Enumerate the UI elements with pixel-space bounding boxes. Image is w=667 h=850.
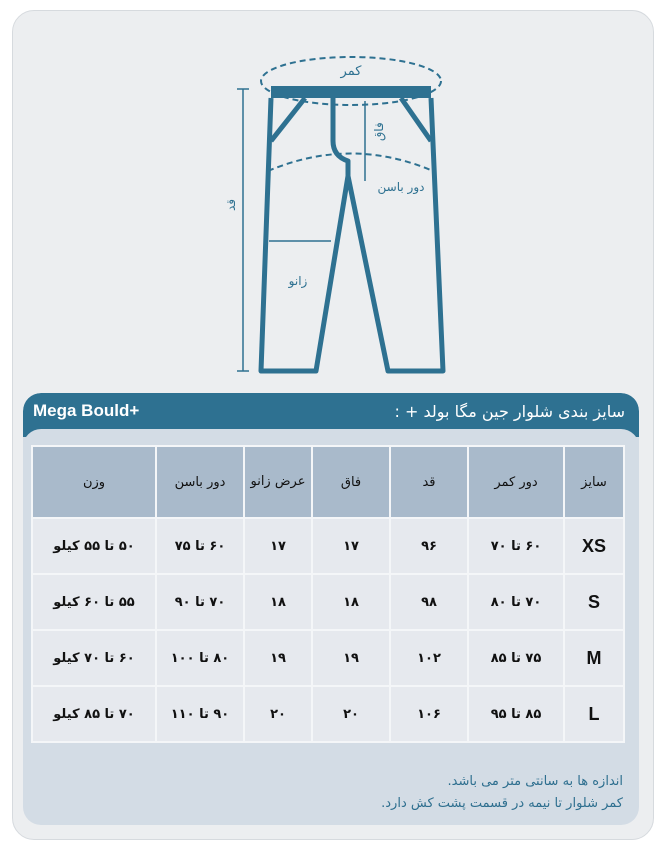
col-waist: دور کمر [468,446,564,518]
table-cell: ۷۵ تا ۸۵ [468,630,564,686]
table-cell: ۷۰ تا ۸۰ [468,574,564,630]
table-cell: ۶۰ تا ۷۰ کیلو [32,630,156,686]
table-cell: ۹۰ تا ۱۱۰ [156,686,244,742]
table-cell: M [564,630,624,686]
size-table [31,445,625,743]
note-waistband: کمر شلوار تا نیمه در قسمت پشت کش دارد. [381,796,623,811]
table-cell: ۸۰ تا ۱۰۰ [156,630,244,686]
note-units: اندازه ها به سانتی متر می باشد. [447,774,623,789]
table-cell: ۶۰ تا ۷۰ [468,518,564,574]
col-rise: فاق [312,446,390,518]
table-cell: ۲۰ [312,686,390,742]
table-cell: XS [564,518,624,574]
size-guide-card [12,10,654,840]
brand-title: Mega Bould+ [33,401,140,420]
table-cell: ۱۷ [244,518,312,574]
label-length: قد [224,198,238,211]
col-knee: عرض زانو [244,446,312,518]
table-cell: ۹۸ [390,574,468,630]
table-row [32,630,624,686]
col-length: قد [390,446,468,518]
table-row [32,686,624,742]
table-cell: ۱۹ [312,630,390,686]
col-size: سایز [564,446,624,518]
table-cell: ۱۹ [244,630,312,686]
table-cell: ۱۸ [312,574,390,630]
table-cell: ۵۵ تا ۶۰ کیلو [32,574,156,630]
table-cell: ۶۰ تا ۷۵ [156,518,244,574]
table-cell: S [564,574,624,630]
table-row [32,574,624,630]
table-cell: ۷۰ تا ۸۵ کیلو [32,686,156,742]
col-weight: وزن [32,446,156,518]
table-cell: L [564,686,624,742]
label-knee: زانو [288,274,308,288]
label-rise: فاق [372,122,386,141]
pants-diagram [213,41,473,386]
label-waist: کمر [340,64,362,79]
table-cell: ۷۰ تا ۹۰ [156,574,244,630]
col-hip: دور باسن [156,446,244,518]
size-table-panel [23,393,639,825]
table-cell: ۸۵ تا ۹۵ [468,686,564,742]
table-cell: ۵۰ تا ۵۵ کیلو [32,518,156,574]
label-hip: دور باسن [377,180,425,194]
notes [381,771,623,815]
table-cell: ۱۸ [244,574,312,630]
table-cell: ۱۰۲ [390,630,468,686]
table-cell: ۹۶ [390,518,468,574]
table-cell: ۱۷ [312,518,390,574]
table-cell: ۱۰۶ [390,686,468,742]
panel-title: سایز بندی شلوار جین مگا بولد + : [394,401,625,421]
table-row [32,518,624,574]
table-cell: ۲۰ [244,686,312,742]
